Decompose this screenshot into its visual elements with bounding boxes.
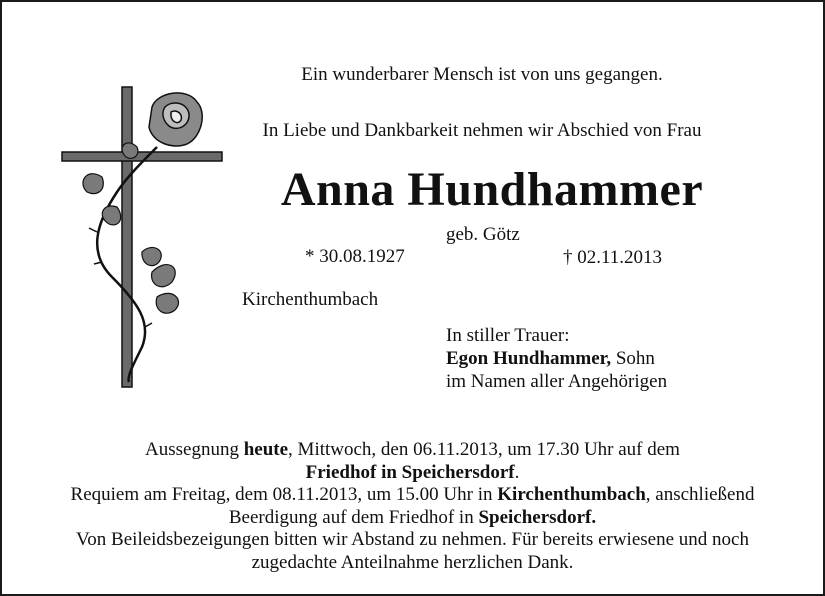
funeral-emphasis: Speichersdorf.	[478, 506, 597, 528]
funeral-line-2	[12, 462, 813, 485]
maiden-name: geb. Götz	[446, 224, 520, 245]
funeral-line-4	[12, 507, 813, 530]
funeral-text: Requiem am Freitag, dem 08.11.2013, um 15.00 Uhr in	[70, 484, 498, 505]
mourners-heading: In stiller Trauer:	[446, 325, 570, 346]
cross-with-rose-icon	[57, 82, 237, 392]
intro-line-1: Ein wunderbarer Mensch ist von uns gegangen.	[301, 64, 663, 85]
funeral-emphasis: heute	[243, 439, 289, 460]
birth-date: * 30.08.1927	[305, 246, 405, 267]
funeral-line-3	[12, 484, 813, 507]
intro-line-2: In Liebe und Dankbarkeit nehmen wir Abschied von Frau	[262, 120, 702, 141]
funeral-line-5: Von Beileidsbezeigungen bitten wir Abstand zu nehmen. Für bereits erwiesene und noch	[76, 529, 749, 550]
death-date: † 02.11.2013	[563, 247, 663, 268]
funeral-emphasis: Friedhof in Speichersdorf	[305, 461, 515, 483]
deceased-name: Anna Hundhammer	[280, 163, 704, 216]
funeral-text: .	[514, 461, 520, 483]
funeral-text: Beerdigung auf dem Friedhof in	[228, 506, 479, 528]
mourner-entry	[446, 347, 667, 370]
mourners-others: im Namen aller Angehörigen	[446, 371, 668, 392]
mourner-relation: Sohn	[611, 348, 655, 369]
funeral-text: , Mittwoch, den 06.11.2013, um 17.30 Uhr auf dem	[288, 439, 680, 460]
funeral-text: , anschließend	[645, 484, 755, 505]
funeral-line-6: zugedachte Anteilnahme herzlichen Dank.	[251, 551, 574, 573]
funeral-line-1	[12, 439, 813, 462]
mourners-block	[446, 324, 667, 393]
funeral-emphasis: Kirchenthumbach	[497, 484, 646, 505]
place-of-residence: Kirchenthumbach	[242, 289, 379, 310]
funeral-text: Aussegnung	[145, 439, 244, 460]
mourner-name: Egon Hundhammer,	[446, 348, 612, 369]
funeral-details	[12, 439, 813, 574]
